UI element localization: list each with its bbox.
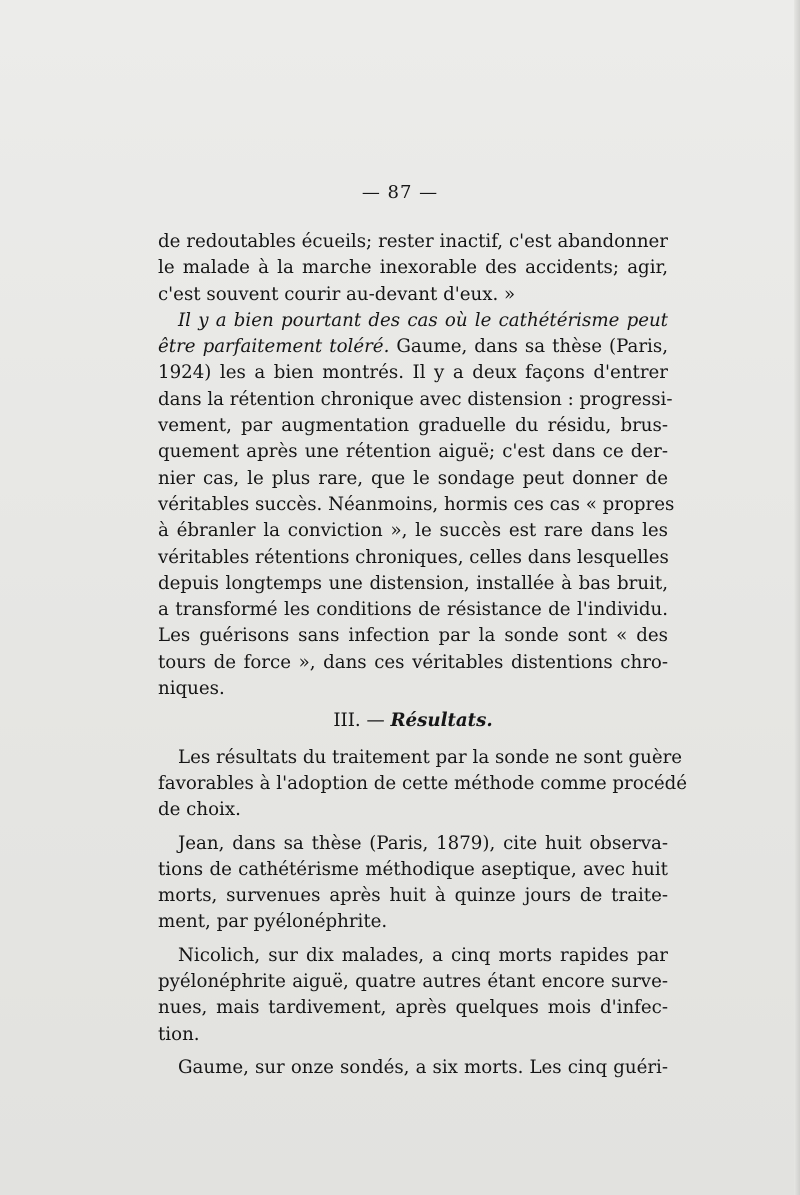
- page-edge-shadow: [794, 0, 800, 1195]
- text-line: a transformé les conditions de résistance de l'individu.: [158, 599, 668, 621]
- paragraph-3: [158, 745, 688, 824]
- text-line: véritables rétentions chroniques, celles dans lesquelles: [158, 546, 669, 568]
- text-line: [158, 334, 668, 360]
- text-line: véritables succès. Néanmoins, hormis ces cas « propres: [158, 493, 675, 515]
- text-line: tion.: [158, 1023, 200, 1045]
- text-line: Les guérisons sans infection par la sonde sont « des: [158, 625, 668, 647]
- paragraph-2: [158, 308, 675, 702]
- paragraph-4: [158, 831, 668, 936]
- text-line: Jean, dans sa thèse (Paris, 1879), cite huit observa-: [178, 832, 668, 854]
- text-line: nier cas, le plus rare, que le sondage peut donner de: [158, 467, 668, 489]
- text-line: tours de force », dans ces véritables distentions chro-: [158, 651, 668, 673]
- text-line: [158, 308, 668, 334]
- page-number: — 87 —: [361, 182, 439, 203]
- section-heading: [158, 708, 668, 734]
- text-line: Nicolich, sur dix malades, a cinq morts rapides par: [178, 944, 668, 966]
- text-line: pyélonéphrite aiguë, quatre autres étant encore surve-: [158, 971, 668, 993]
- text-line: niques.: [158, 678, 225, 700]
- text-line: c'est souvent courir au-devant d'eux. »: [158, 283, 516, 305]
- section-number: III. —: [333, 710, 385, 732]
- text-line: 1924) les a bien montrés. Il y a deux façons d'entrer: [158, 362, 668, 384]
- text-line: quement après une rétention aiguë; c'est dans ce der-: [158, 441, 668, 463]
- text-line: dans la rétention chronique avec distension : progressi-: [158, 388, 673, 410]
- text-line: de choix.: [158, 799, 241, 821]
- text-line: à ébranler la conviction », le succès est rare dans les: [158, 520, 668, 542]
- italic-phrase: être parfaitement toléré.: [158, 336, 390, 358]
- text-line: tions de cathétérisme méthodique aseptique, avec huit: [158, 858, 668, 880]
- text-line: depuis longtemps une distension, installée à bas bruit,: [158, 572, 668, 594]
- text-line: Les résultats du traitement par la sonde ne sont guère: [178, 746, 683, 768]
- body-text: [158, 229, 688, 1081]
- text-line: ment, par pyélonéphrite.: [158, 911, 388, 933]
- section-title: Résultats.: [390, 710, 493, 732]
- text-line: morts, survenues après huit à quinze jours de traite-: [158, 885, 668, 907]
- text-line: nues, mais tardivement, après quelques mois d'infec-: [158, 997, 668, 1019]
- paragraph-5: [158, 943, 668, 1048]
- paragraph-6: [158, 1055, 668, 1081]
- text-line: de redoutables écueils; rester inactif, c'est abandonner: [158, 231, 668, 252]
- text-line: vement, par augmentation graduelle du résidu, brus-: [158, 415, 668, 437]
- text-line: Gaume, sur onze sondés, a six morts. Les cinq guéri-: [178, 1056, 668, 1078]
- text-line: le malade à la marche inexorable des accidents; agir,: [158, 257, 668, 279]
- italic-phrase: Il y a bien pourtant des cas où le cathétérisme peut: [178, 309, 668, 331]
- paragraph-1: [158, 229, 668, 308]
- text-line: favorables à l'adoption de cette méthode comme procédé: [158, 772, 688, 794]
- text-fragment: Gaume, dans sa thèse (Paris,: [389, 336, 668, 358]
